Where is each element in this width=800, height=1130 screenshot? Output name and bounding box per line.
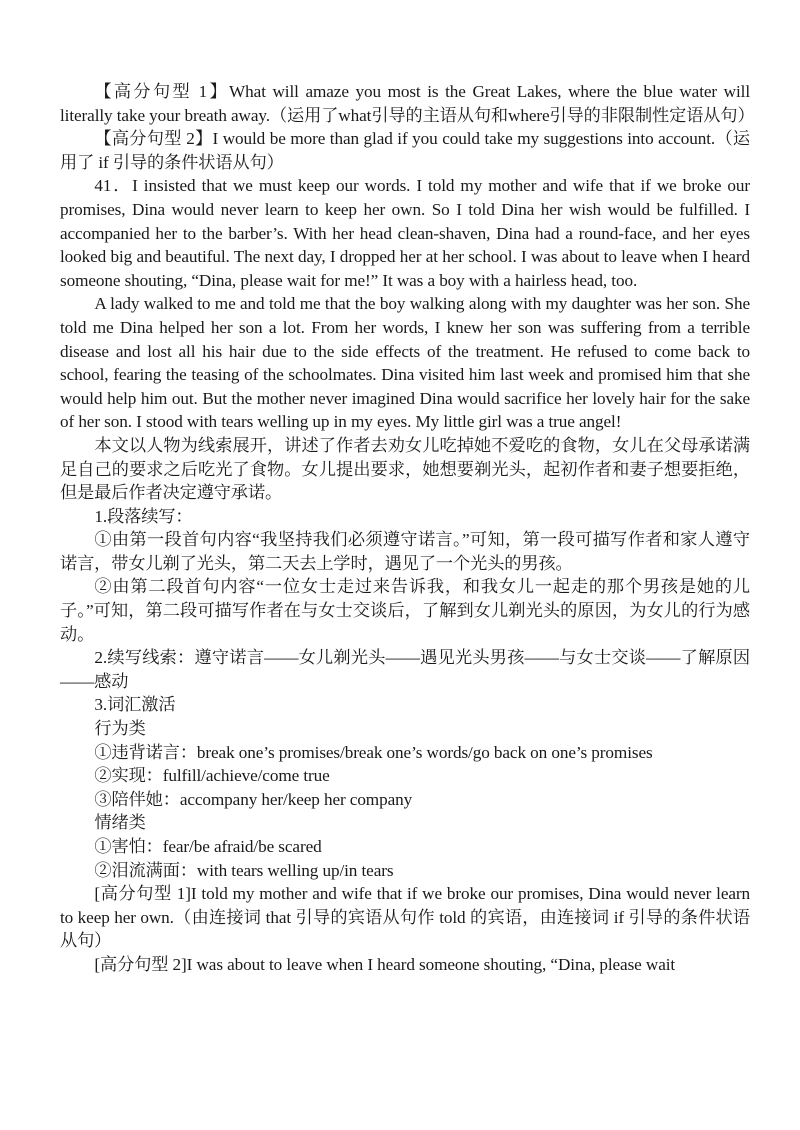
paragraph-sentence-pattern-1: [高分句型 1]I told my mother and wife that if we broke our promises, Dina would never learn to keep her own.（由连接词 that 引导的宾语从句作 told 的宾语，由连接词 if 引导的条件状语从句） <box>60 884 750 951</box>
heading-continuation: 1.段落续写： <box>94 506 193 526</box>
vocab-item-accompany: ③陪伴她：accompany her/keep her company <box>94 789 413 809</box>
vocab-item-break-promises: ①违背诺言：break one’s promises/break one’s words/go back on one’s promises <box>94 742 653 762</box>
heading-emotion: 情绪类 <box>94 813 146 833</box>
paragraph-high-score-sentence-2: 【高分句型 2】I would be more than glad if you could take my suggestions into account.（运用了 if 引导的条件状语从句） <box>60 129 750 172</box>
paragraph-summary: 本文以人物为线索展开，讲述了作者去劝女儿吃掉她不爱吃的食物，女儿在父母承诺满足自己的要求之后吃光了食物。女儿提出要求，她想要剃光头，起初作者和妻子想要拒绝，但是最后作者决定遵守承诺。 <box>60 435 750 503</box>
paragraph-point-1: ①由第一段首句内容“我坚持我们必须遵守诺言。”可知，第一段可描写作者和家人遵守诺言，带女儿剃了光头，第二天去上学时，遇见了一个光头的男孩。 <box>60 530 750 573</box>
vocab-item-fulfill: ②实现：fulfill/achieve/come true <box>94 766 330 786</box>
paragraph-point-2: ②由第二段首句内容“一位女士走过来告诉我，和我女儿一起走的那个男孩是她的儿子。”可知，第二段可描写作者在与女士交谈后，了解到女儿剃光头的原因，为女儿的行为感动。 <box>60 577 750 644</box>
vocab-item-fear: ①害怕：fear/be afraid/be scared <box>94 837 322 856</box>
paragraph-high-score-sentence-1: 【高分句型 1】What will amaze you most is the Great Lakes, where the blue water will literally take your breath away.（运用了what引导的主语从句和where引导的非限制性定语从句） <box>60 82 755 125</box>
heading-vocabulary: 3.词汇激活 <box>94 695 176 715</box>
paragraph-41-first: 41．I insisted that we must keep our words. I told my mother and wife that if we broke our promises, Dina would never learn to keep her own. So I told Dina her wish would be fulfilled. I accompanied her to the barber’s. With her head clean-shaven, Dina had a round-face, and her eyes looked big and beautiful. The next day, I dropped her at her school. I was about to leave when I heard someone shouting, “Dina, please wait for me!” It was a boy with a hairless head, too. <box>60 176 750 290</box>
paragraph-41-second: A lady walked to me and told me that the boy walking along with my daughter was her son. She told me Dina helped her son a lot. From her words, I knew her son was suffering from a terrible disease and lost all his hair due to the side effects of the treatment. He refused to come back to school, fearing the teasing of the schoolmates. Dina visited him last week and promised him that she would help him out. But the mother never imagined Dina would sacrifice her lovely hair for the sake of her son. I stood with tears welling up in my eyes. My little girl was a true angel! <box>60 294 750 432</box>
paragraph-sentence-pattern-2: [高分句型 2]I was about to leave when I heard someone shouting, “Dina, please wait <box>94 954 676 974</box>
paragraph-clues: 2.续写线索：遵守诺言——女儿剃光头——遇见光头男孩——与女士交谈——了解原因——感动 <box>60 648 750 691</box>
vocab-item-tears: ②泪流满面：with tears welling up/in tears <box>94 860 394 880</box>
document-body <box>60 80 755 977</box>
heading-behavior: 行为类 <box>94 719 146 739</box>
